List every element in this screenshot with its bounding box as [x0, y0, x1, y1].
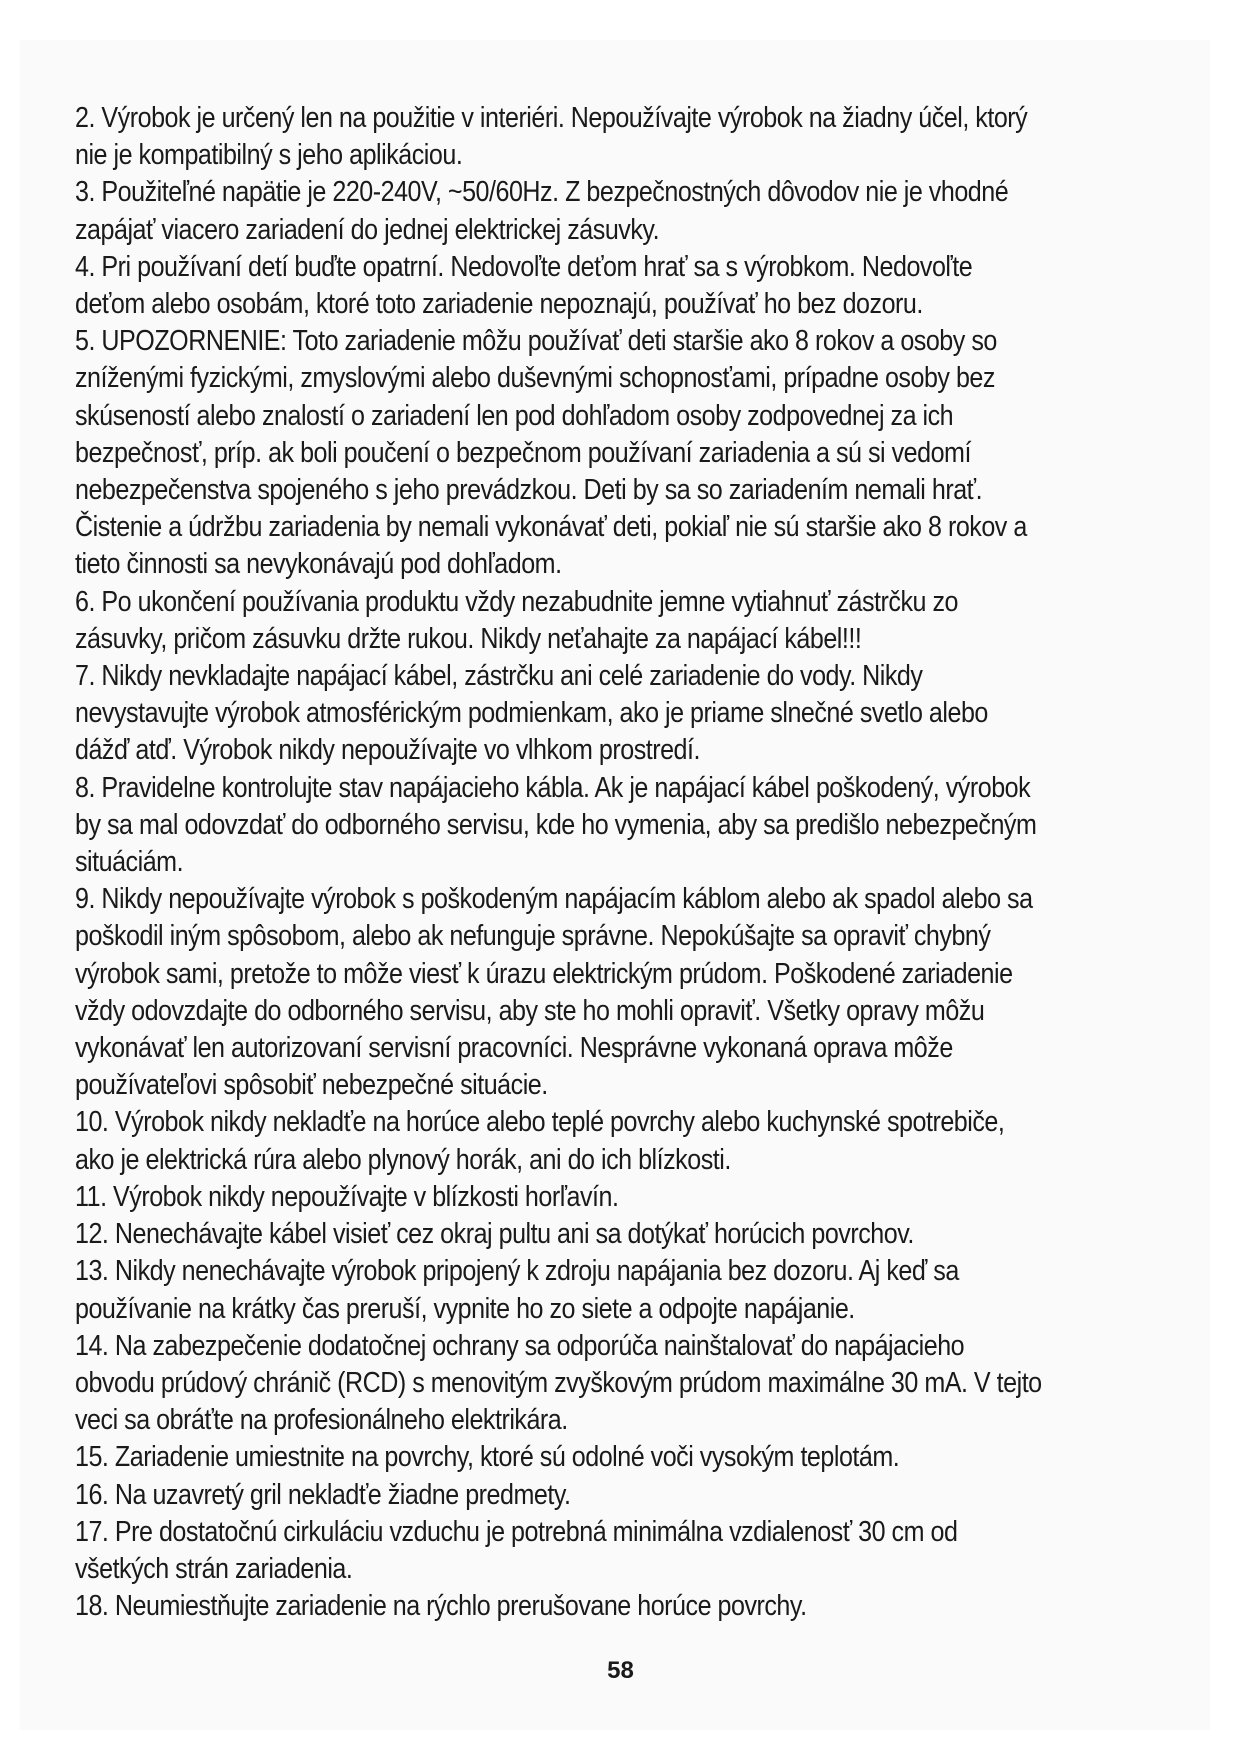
text-line: zníženými fyzickými, zmyslovými alebo duševnými schopnosťami, prípadne osoby bez: [75, 362, 995, 395]
instruction-item-13: [75, 1253, 1175, 1327]
text-line: 17. Pre dostatočnú cirkuláciu vzduchu je potrebná minimálna vzdialenosť 30 cm od: [75, 1515, 958, 1548]
instruction-item-9: [75, 881, 1175, 1104]
text-line: 14. Na zabezpečenie dodatočnej ochrany sa odporúča nainštalovať do napájacieho: [75, 1329, 965, 1362]
text-line: 11. Výrobok nikdy nepoužívajte v blízkosti horľavín.: [75, 1180, 619, 1213]
text-line: vždy odovzdajte do odborného servisu, aby ste ho mohli opraviť. Všetky opravy môžu: [75, 994, 985, 1027]
instruction-item-15: [75, 1439, 1175, 1476]
text-line: ako je elektrická rúra alebo plynový horák, ani do ich blízkosti.: [75, 1143, 731, 1176]
text-line: obvodu prúdový chránič (RCD) s menovitým zvyškovým prúdom maximálne 30 mA. V tejto: [75, 1366, 1042, 1399]
text-line: zapájať viacero zariadení do jednej elektrickej zásuvky.: [75, 213, 660, 246]
text-line: vykonávať len autorizovaní servisní pracovníci. Nesprávne vykonaná oprava môže: [75, 1032, 953, 1065]
text-line: 12. Nenechávajte kábel visieť cez okraj pultu ani sa dotýkať horúcich povrchov.: [75, 1218, 914, 1251]
text-line: dážď atď. Výrobok nikdy nepoužívajte vo vlhkom prostredí.: [75, 734, 701, 767]
text-line: poškodil iným spôsobom, alebo ak nefunguje správne. Nepokúšajte sa opraviť chybný: [75, 920, 991, 953]
text-line: 10. Výrobok nikdy nekladťe na horúce alebo teplé povrchy alebo kuchynské spotrebiče,: [75, 1106, 1005, 1139]
text-line: situáciám.: [75, 846, 184, 879]
instruction-item-18: [75, 1588, 1175, 1625]
text-line: 9. Nikdy nepoužívajte výrobok s poškodeným napájacím káblom alebo ak spadol alebo sa: [75, 883, 1033, 916]
text-line: 18. Neumiestňujte zariadenie na rýchlo prerušovane horúce povrchy.: [75, 1590, 807, 1623]
instruction-item-7: [75, 658, 1175, 770]
instruction-item-2: [75, 100, 1175, 174]
instruction-item-17: [75, 1514, 1175, 1588]
text-line: 8. Pravidelne kontrolujte stav napájacieho kábla. Ak je napájací kábel poškodený, výrobok: [75, 771, 1031, 804]
instruction-item-16: [75, 1477, 1175, 1514]
text-line: nevystavujte výrobok atmosférickým podmienkam, ako je priame slnečné svetlo alebo: [75, 697, 988, 730]
text-line: 4. Pri používaní detí buďte opatrní. Nedovoľte deťom hrať sa s výrobkom. Nedovoľte: [75, 250, 973, 283]
instruction-item-14: [75, 1328, 1175, 1440]
text-line: by sa mal odovzdať do odborného servisu, kde ho vymenia, aby sa predišlo nebezpečným: [75, 808, 1037, 841]
text-line: 5. UPOZORNENIE: Toto zariadenie môžu používať deti staršie ako 8 rokov a osoby so: [75, 325, 997, 358]
text-line: zásuvky, pričom zásuvku držte rukou. Nikdy neťahajte za napájací kábel!!!: [75, 622, 862, 655]
instruction-item-3: [75, 174, 1175, 248]
instruction-item-5: [75, 323, 1175, 583]
page-number: 58: [607, 1657, 634, 1684]
text-line: nie je kompatibilný s jeho aplikáciou.: [75, 139, 463, 172]
text-line: skúseností alebo znalostí o zariadení len pod dohľadom osoby zodpovednej za ich: [75, 399, 954, 432]
text-line: 16. Na uzavretý gril nekladťe žiadne predmety.: [75, 1478, 571, 1511]
instruction-item-12: [75, 1216, 1175, 1253]
text-line: nebezpečenstva spojeného s jeho prevádzkou. Deti by sa so zariadením nemali hrať.: [75, 474, 983, 507]
instruction-item-4: [75, 249, 1175, 323]
instruction-item-11: [75, 1179, 1175, 1216]
text-line: tieto činnosti sa nevykonávajú pod dohľadom.: [75, 548, 562, 581]
text-line: 15. Zariadenie umiestnite na povrchy, ktoré sú odolné voči vysokým teplotám.: [75, 1441, 900, 1474]
instructions-list: [75, 100, 1175, 1625]
text-line: používanie na krátky čas preruší, vypnite ho zo siete a odpojte napájanie.: [75, 1292, 855, 1325]
text-line: používateľovi spôsobiť nebezpečné situácie.: [75, 1069, 548, 1102]
text-line: 7. Nikdy nevkladajte napájací kábel, zástrčku ani celé zariadenie do vody. Nikdy: [75, 660, 923, 693]
instruction-item-6: [75, 584, 1175, 658]
instruction-item-10: [75, 1104, 1175, 1178]
text-line: všetkých strán zariadenia.: [75, 1552, 353, 1585]
text-line: Čistenie a údržbu zariadenia by nemali vykonávať deti, pokiaľ nie sú staršie ako 8 rokov a: [75, 511, 1027, 544]
text-line: veci sa obráťte na profesionálneho elektrikára.: [75, 1404, 568, 1437]
text-line: 3. Použiteľné napätie je 220-240V, ~50/60Hz. Z bezpečnostných dôvodov nie je vhodné: [75, 176, 1009, 209]
instruction-item-8: [75, 770, 1175, 882]
text-line: deťom alebo osobám, ktoré toto zariadenie nepoznajú, používať ho bez dozoru.: [75, 288, 923, 321]
text-line: výrobok sami, pretože to môže viesť k úrazu elektrickým prúdom. Poškodené zariadenie: [75, 957, 1013, 990]
text-line: 2. Výrobok je určený len na použitie v interiéri. Nepoužívajte výrobok na žiadny účel, ktorý: [75, 102, 1028, 134]
text-line: 6. Po ukončení používania produktu vždy nezabudnite jemne vytiahnuť zástrčku zo: [75, 585, 958, 618]
text-line: 13. Nikdy nenechávajte výrobok pripojený k zdroju napájania bez dozoru. Aj keď sa: [75, 1255, 959, 1288]
text-line: bezpečnosť, príp. ak boli poučení o bezpečnom používaní zariadenia a sú si vedomí: [75, 436, 971, 469]
